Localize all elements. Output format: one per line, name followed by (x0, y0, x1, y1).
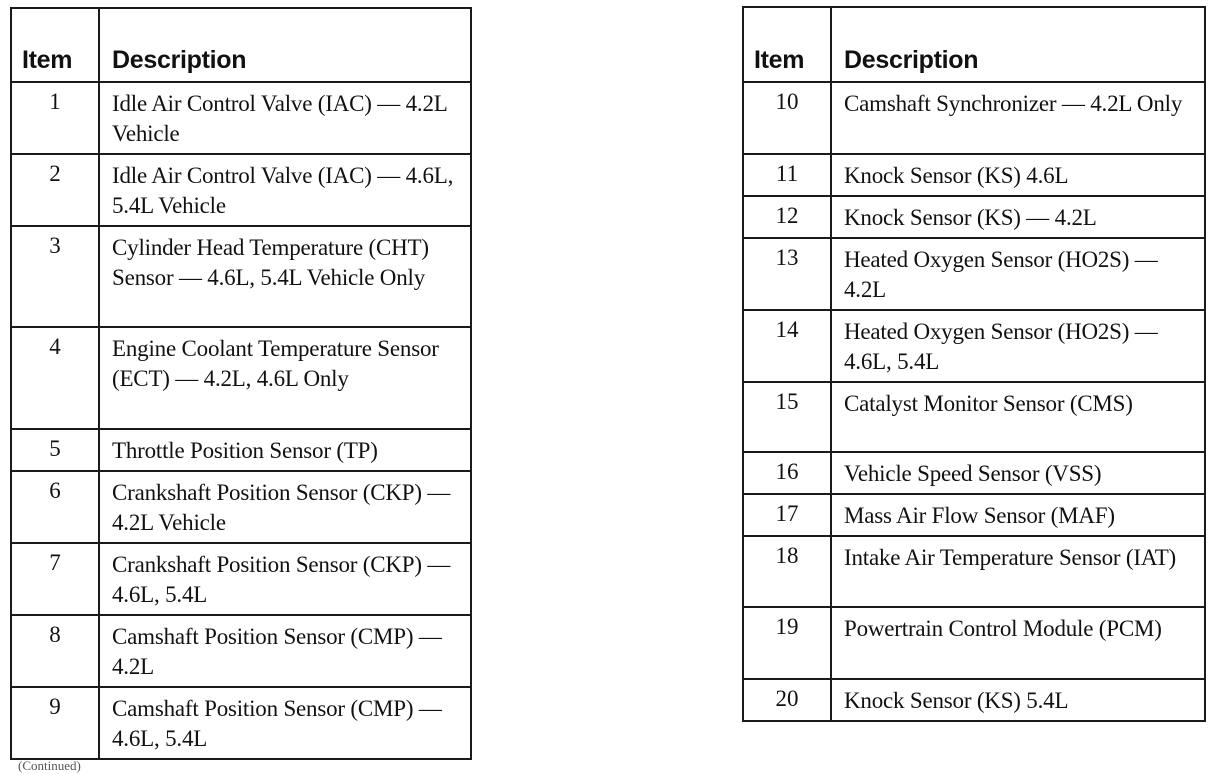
table-row (743, 82, 1205, 154)
item-number: 8 (11, 615, 99, 687)
item-description: Mass Air Flow Sensor (MAF) (831, 494, 1205, 536)
item-number: 12 (743, 196, 831, 238)
item-number: 19 (743, 607, 831, 679)
item-description: Crankshaft Position Sensor (CKP) — 4.2L Vehicle (99, 471, 471, 543)
item-number: 17 (743, 494, 831, 536)
item-column-header: Item (743, 7, 831, 82)
table-row (11, 471, 471, 543)
table-row (11, 429, 471, 471)
table-row (11, 226, 471, 327)
item-number: 4 (11, 327, 99, 429)
item-description: Heated Oxygen Sensor (HO2S) — 4.6L, 5.4L (831, 310, 1205, 382)
header-row (11, 8, 471, 82)
item-description: Engine Coolant Temperature Sensor (ECT) — 4.2L, 4.6L Only (99, 327, 471, 429)
items-table-left (10, 7, 472, 760)
table-row (743, 679, 1205, 721)
item-number: 1 (11, 82, 99, 154)
table-row (11, 687, 471, 759)
item-description: Camshaft Position Sensor (CMP) — 4.6L, 5.4L (99, 687, 471, 759)
item-description: Vehicle Speed Sensor (VSS) (831, 452, 1205, 494)
table-row (11, 615, 471, 687)
table-row (743, 196, 1205, 238)
item-description: Cylinder Head Temperature (CHT) Sensor — 4.6L, 5.4L Vehicle Only (99, 226, 471, 327)
item-description: Powertrain Control Module (PCM) (831, 607, 1205, 679)
item-description: Crankshaft Position Sensor (CKP) — 4.6L, 5.4L (99, 543, 471, 615)
item-number: 16 (743, 452, 831, 494)
table-row (743, 452, 1205, 494)
item-description: Catalyst Monitor Sensor (CMS) (831, 382, 1205, 452)
item-description: Idle Air Control Valve (IAC) — 4.2L Vehicle (99, 82, 471, 154)
item-description: Intake Air Temperature Sensor (IAT) (831, 536, 1205, 607)
item-number: 14 (743, 310, 831, 382)
item-number: 15 (743, 382, 831, 452)
table-row (743, 382, 1205, 452)
description-column-header: Description (831, 7, 1205, 82)
item-description: Idle Air Control Valve (IAC) — 4.6L, 5.4L Vehicle (99, 154, 471, 226)
table-row (11, 327, 471, 429)
item-description: Camshaft Synchronizer — 4.2L Only (831, 82, 1205, 154)
table-row (11, 154, 471, 226)
item-number: 2 (11, 154, 99, 226)
item-description: Heated Oxygen Sensor (HO2S) — 4.2L (831, 238, 1205, 310)
item-number: 10 (743, 82, 831, 154)
item-description: Camshaft Position Sensor (CMP) — 4.2L (99, 615, 471, 687)
item-number: 9 (11, 687, 99, 759)
item-number: 18 (743, 536, 831, 607)
continued-note: (Continued) (18, 758, 81, 773)
item-description: Knock Sensor (KS) 5.4L (831, 679, 1205, 721)
table-row (743, 154, 1205, 196)
item-number: 11 (743, 154, 831, 196)
item-number: 7 (11, 543, 99, 615)
item-number: 20 (743, 679, 831, 721)
table-row (11, 82, 471, 154)
table-row (743, 310, 1205, 382)
item-number: 3 (11, 226, 99, 327)
item-description: Throttle Position Sensor (TP) (99, 429, 471, 471)
item-description: Knock Sensor (KS) 4.6L (831, 154, 1205, 196)
item-number: 5 (11, 429, 99, 471)
item-column-header: Item (11, 8, 99, 82)
item-number: 13 (743, 238, 831, 310)
items-table-right (742, 6, 1206, 722)
header-row (743, 7, 1205, 82)
table-row (743, 536, 1205, 607)
table-row (743, 238, 1205, 310)
item-description: Knock Sensor (KS) — 4.2L (831, 196, 1205, 238)
item-number: 6 (11, 471, 99, 543)
table-row (743, 607, 1205, 679)
table-row (11, 543, 471, 615)
table-row (743, 494, 1205, 536)
description-column-header: Description (99, 8, 471, 82)
